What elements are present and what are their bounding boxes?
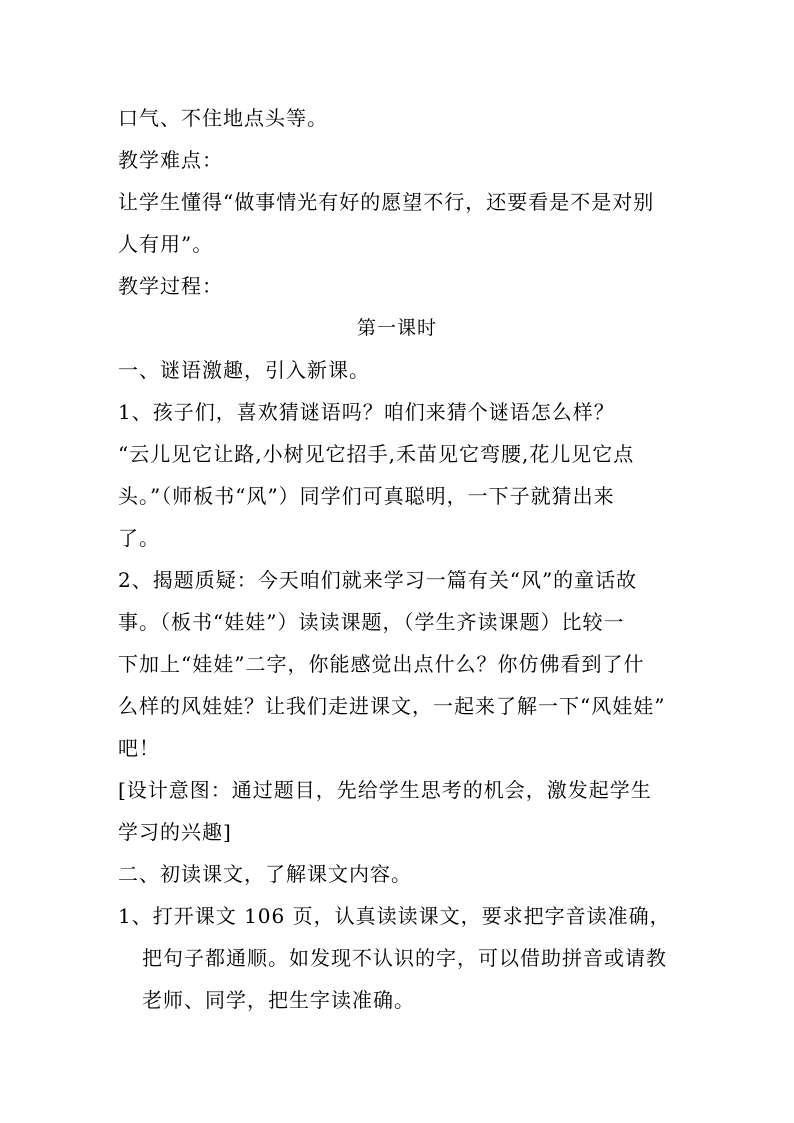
text-line: 1、打开课文 106 页，认真读读课文，要求把字音读准确， [118, 904, 671, 928]
text-line: 1、孩子们，喜欢猜谜语吗？咱们来猜个谜语怎么样？ [118, 400, 615, 424]
section-heading-difficulty: 教学难点： [118, 148, 223, 172]
text-line: 了。 [118, 526, 160, 550]
text-line: 吧！ [118, 736, 160, 760]
text-line: 二、初读课文，了解课文内容。 [118, 862, 412, 886]
text-line: 一、谜语激趣，引入新课。 [118, 358, 370, 382]
text-line: [设计意图：通过题目，先给学生思考的机会，激发起学生 [118, 778, 652, 802]
text-line: “云儿见它让路,小树见它招手,禾苗见它弯腰,花儿见它点 [118, 442, 635, 466]
text-line: 头。”（师板书“风”）同学们可真聪明，一下子就猜出来 [118, 484, 615, 508]
text-line: 让学生懂得“做事情光有好的愿望不行，还要看是不是对别 [118, 190, 655, 214]
section-heading-process: 教学过程： [118, 274, 223, 298]
text-line: 2、揭题质疑：今天咱们就来学习一篇有关“风”的童话故 [118, 568, 638, 592]
lesson-title: 第一课时 [356, 317, 437, 339]
text-line: 口气、不住地点头等。 [118, 106, 328, 130]
text-line: 事。（板书“娃娃”）读读课题，（学生齐读课题）比较一 [118, 610, 625, 634]
text-line: 学习的兴趣] [118, 820, 232, 844]
text-line: 么样的风娃娃？让我们走进课文，一起来了解一下“风娃娃” [118, 694, 666, 718]
text-line: 下加上“娃娃”二字，你能感觉出点什么？你仿佛看到了什 [118, 652, 645, 676]
text-line: 老师、同学，把生字读准确。 [142, 988, 415, 1012]
text-line: 把句子都通顺。如发现不认识的字，可以借助拼音或请教 [142, 946, 667, 970]
text-line: 人有用”。 [118, 232, 214, 256]
